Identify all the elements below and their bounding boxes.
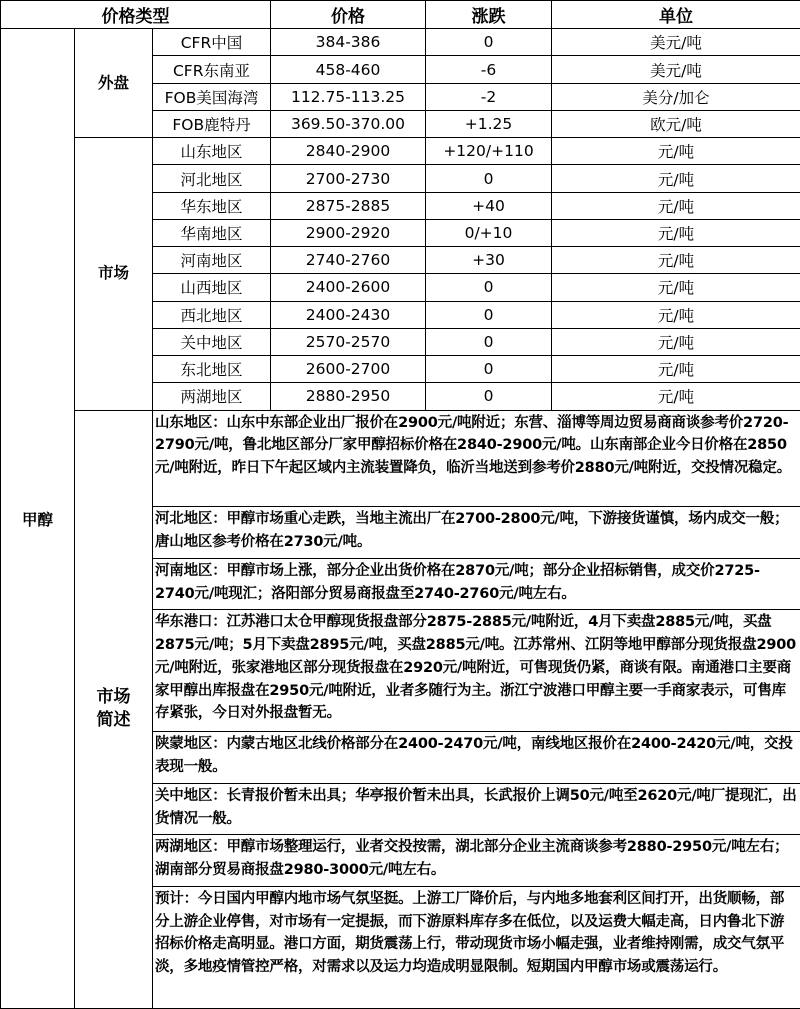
product-name: 甲醇 — [1, 29, 75, 1009]
summary-hubei-hunan: 两湖地区：甲醇市场整理运行，业者交投按需，湖北部分企业主流商谈参考2880-2950元/吨左右；湖南部分贸易商报盘2980-3000元/吨左右。 — [153, 835, 800, 886]
change-cell: 0 — [426, 29, 552, 56]
price-cell: 2400-2430 — [271, 301, 426, 328]
summary-shaanxi-inner-mongolia: 陕蒙地区：内蒙古地区北线价格部分在2400-2470元/吨，南线地区报价在2400-2420元/吨，交投表现一般。 — [153, 732, 800, 783]
price-cell: 384-386 — [271, 29, 426, 56]
region-cell: 东北地区 — [153, 356, 271, 383]
change-cell: +1.25 — [426, 110, 552, 137]
region-cell: FOB鹿特丹 — [153, 110, 271, 137]
region-cell: 河南地区 — [153, 247, 271, 274]
summary-hebei: 河北地区：甲醇市场重心走跌，当地主流出厂在2700-2800元/吨，下游接货谨慎，场内成交一般；唐山地区参考价格在2730元/吨。 — [153, 507, 800, 558]
unit-cell: 美元/吨 — [552, 56, 800, 83]
price-cell: 2840-2900 — [271, 138, 426, 165]
region-cell: 河北地区 — [153, 165, 271, 192]
summary-east-china-port: 华东港口：江苏港口太仓甲醇现货报盘部分2875-2885元/吨附近，4月下卖盘2885元/吨，买盘2875元/吨；5月下卖盘2895元/吨，买盘2885元/吨。江苏常州、江阴等地甲醇部分现货报盘2900元/吨附近，张家港地区部分现货报盘在2920元/吨附近，可售现货仍紧，商谈有限。南通港口主要商家甲醇出库报盘在2950元/吨附近，业者多随行为主。浙江宁波港口甲醇主要一手商家表示，可售库存紧张，今日对外报盘暂无。 — [153, 610, 800, 732]
summary-henan: 河南地区：甲醇市场上涨，部分企业出货价格在2870元/吨；部分企业招标销售，成交价2725-2740元/吨现汇；洛阳部分贸易商报盘至2740-2760元/吨左右。 — [153, 558, 800, 609]
table-row — [1, 138, 800, 165]
price-cell: 369.50-370.00 — [271, 110, 426, 137]
header-unit: 单位 — [552, 1, 800, 29]
price-cell: 2570-2570 — [271, 328, 426, 355]
price-cell: 2740-2760 — [271, 247, 426, 274]
header-price-type: 价格类型 — [1, 1, 271, 29]
group-external: 外盘 — [75, 29, 153, 138]
unit-cell: 元/吨 — [552, 356, 800, 383]
change-cell: 0 — [426, 328, 552, 355]
change-cell: 0 — [426, 274, 552, 301]
change-cell: 0 — [426, 301, 552, 328]
unit-cell: 元/吨 — [552, 247, 800, 274]
price-cell: 2880-2950 — [271, 383, 426, 410]
price-cell: 458-460 — [271, 56, 426, 83]
unit-cell: 元/吨 — [552, 165, 800, 192]
summary-guanzhong: 关中地区：长青报价暂未出具；华亭报价暂未出具，长武报价上调50元/吨至2620元/吨厂提现汇，出货情况一般。 — [153, 783, 800, 834]
group-summary — [75, 410, 153, 1008]
price-cell: 2400-2600 — [271, 274, 426, 301]
change-cell: +120/+110 — [426, 138, 552, 165]
unit-cell: 元/吨 — [552, 192, 800, 219]
region-cell: 华东地区 — [153, 192, 271, 219]
region-cell: FOB美国海湾 — [153, 83, 271, 110]
summary-forecast: 预计：今日国内甲醇内地市场气氛坚挺。上游工厂降价后，与内地多地套利区间打开，出货顺畅，部分上游企业停售，对市场有一定提振，而下游原料库存多在低位，以及运费大幅走高，日内鲁北下游招标价格走高明显。港口方面，期货震荡上行，带动现货市场小幅走强，业者维持刚需，成交气氛平淡，多地疫情管控严格，对需求以及运力均造成明显限制。短期国内甲醇市场或震荡运行。 — [153, 886, 800, 1008]
group-market: 市场 — [75, 138, 153, 410]
region-cell: 西北地区 — [153, 301, 271, 328]
summary-group-line2: 简述 — [96, 710, 131, 731]
region-cell: 两湖地区 — [153, 383, 271, 410]
unit-cell: 元/吨 — [552, 383, 800, 410]
unit-cell: 元/吨 — [552, 328, 800, 355]
unit-cell: 元/吨 — [552, 219, 800, 246]
change-cell: +30 — [426, 247, 552, 274]
unit-cell: 元/吨 — [552, 138, 800, 165]
price-cell: 112.75-113.25 — [271, 83, 426, 110]
summary-row — [1, 410, 800, 507]
price-cell: 2900-2920 — [271, 219, 426, 246]
unit-cell: 元/吨 — [552, 274, 800, 301]
region-cell: CFR东南亚 — [153, 56, 271, 83]
summary-group-line1: 市场 — [96, 687, 131, 708]
price-cell: 2875-2885 — [271, 192, 426, 219]
region-cell: 关中地区 — [153, 328, 271, 355]
unit-cell: 元/吨 — [552, 301, 800, 328]
unit-cell: 美元/吨 — [552, 29, 800, 56]
change-cell: -2 — [426, 83, 552, 110]
price-cell: 2700-2730 — [271, 165, 426, 192]
change-cell: 0 — [426, 383, 552, 410]
region-cell: 华南地区 — [153, 219, 271, 246]
change-cell: -6 — [426, 56, 552, 83]
unit-cell: 欧元/吨 — [552, 110, 800, 137]
summary-shandong: 山东地区：山东中东部企业出厂报价在2900元/吨附近；东营、淄博等周边贸易商商谈参考价2720-2790元/吨，鲁北地区部分厂家甲醇招标价格在2840-2900元/吨。山东南部企业今日价格在2850元/吨附近，昨日下午起区域内主流装置降负，临沂当地送到参考价2880元/吨附近，交投情况稳定。 — [153, 410, 800, 507]
region-cell: CFR中国 — [153, 29, 271, 56]
region-cell: 山东地区 — [153, 138, 271, 165]
table-row — [1, 29, 800, 56]
change-cell: 0 — [426, 356, 552, 383]
header-row — [1, 1, 800, 29]
region-cell: 山西地区 — [153, 274, 271, 301]
unit-cell: 美分/加仑 — [552, 83, 800, 110]
header-price: 价格 — [271, 1, 426, 29]
change-cell: 0/+10 — [426, 219, 552, 246]
header-change: 涨跌 — [426, 1, 552, 29]
change-cell: +40 — [426, 192, 552, 219]
change-cell: 0 — [426, 165, 552, 192]
price-cell: 2600-2700 — [271, 356, 426, 383]
